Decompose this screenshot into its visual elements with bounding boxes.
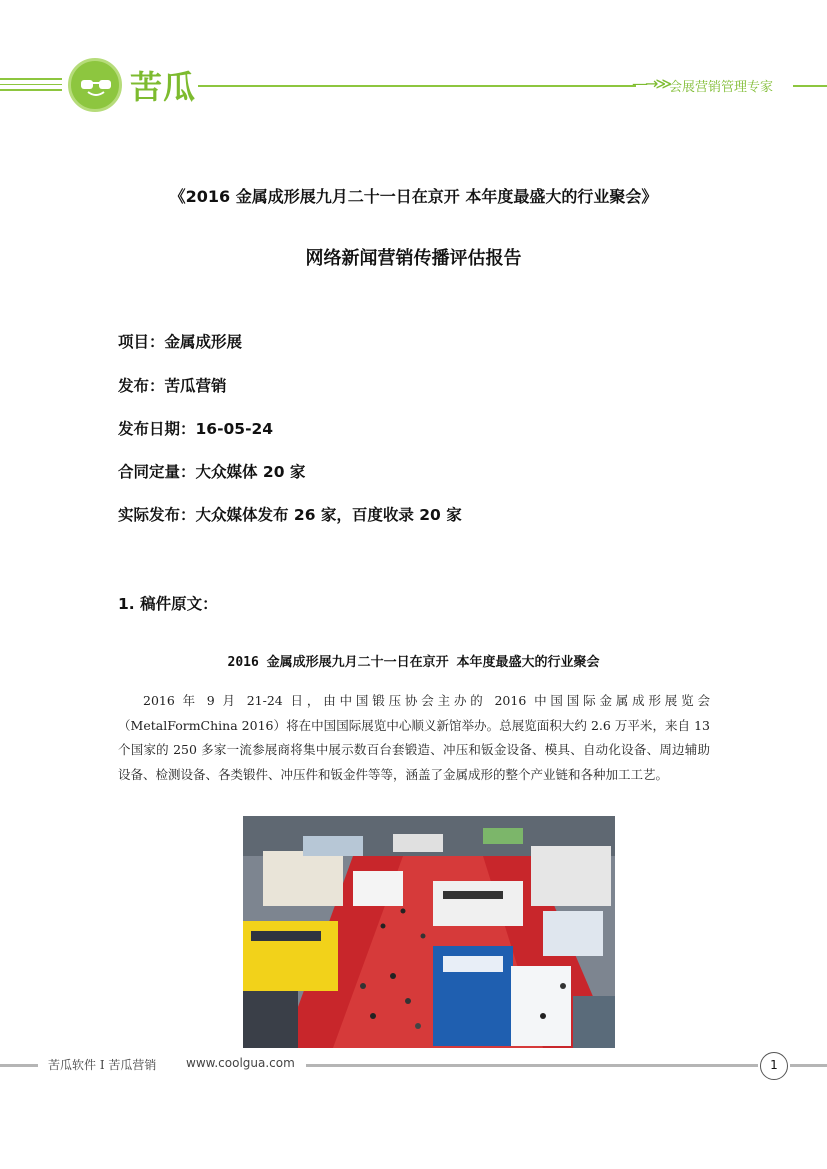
footer-rule-right <box>790 1064 827 1067</box>
article-title: 2016 金属成形展九月二十一日在京开 本年度最盛大的行业聚会 <box>227 655 600 670</box>
page-number: 1 <box>760 1052 788 1080</box>
meta-date <box>118 417 273 439</box>
meta-value: 16-05-24 <box>195 420 274 438</box>
footer-brand: 苦瓜软件 I 苦瓜营销 <box>48 1058 157 1072</box>
header-decor-lines <box>0 78 62 95</box>
meta-label: 项目： <box>118 333 165 351</box>
footer-rule-middle <box>306 1064 758 1067</box>
meta-value: 大众媒体 20 家 <box>195 463 306 481</box>
report-subtitle: 网络新闻营销传播评估报告 <box>305 248 522 269</box>
footer-rule-left <box>0 1064 38 1067</box>
footer-url[interactable]: www.coolgua.com <box>186 1056 295 1070</box>
report-title: 《2016 金属成形展九月二十一日在京开 本年度最盛大的行业聚会》 <box>169 187 658 206</box>
article-body: 2016 年 9 月 21-24 日，由中国锻压协会主办的 2016 中国国际金属成形展览会（MetalFormChina 2016）将在中国国际展览中心顺义新馆举办。总展览面积大约 2.6 万平米，来自 13 个国家的 250 多家一流参展商将集中展示数百台套锻造、冲压和钣金设备、模具、自动化设备、周边辅助设备、检测设备、各类锻件、冲压件和钣金件等等，涵盖了金属成形的整个产业链和各种加工工艺。 <box>118 693 710 782</box>
meta-value: 苦瓜营销 <box>164 377 227 395</box>
meta-value: 大众媒体发布 26 家，百度收录 20 家 <box>195 506 462 524</box>
header-tagline: 会展营销管理专家 <box>669 80 774 95</box>
exhibition-hall-photo <box>243 816 615 1048</box>
header-arrows: —→≫ <box>632 74 670 93</box>
logo-icon <box>68 58 122 112</box>
logo-text: 苦瓜 <box>130 68 197 106</box>
meta-label: 合同定量： <box>118 463 196 481</box>
meta-label: 发布日期： <box>118 420 196 438</box>
meta-project <box>118 330 242 352</box>
meta-label: 实际发布： <box>118 506 196 524</box>
section-heading: 1. 稿件原文： <box>118 595 218 613</box>
meta-label: 发布： <box>118 377 165 395</box>
meta-contract <box>118 460 305 482</box>
header-rule <box>198 85 636 87</box>
header-rule-right <box>793 85 827 87</box>
meta-publisher <box>118 374 227 396</box>
meta-actual <box>118 503 462 525</box>
meta-value: 金属成形展 <box>164 333 243 351</box>
